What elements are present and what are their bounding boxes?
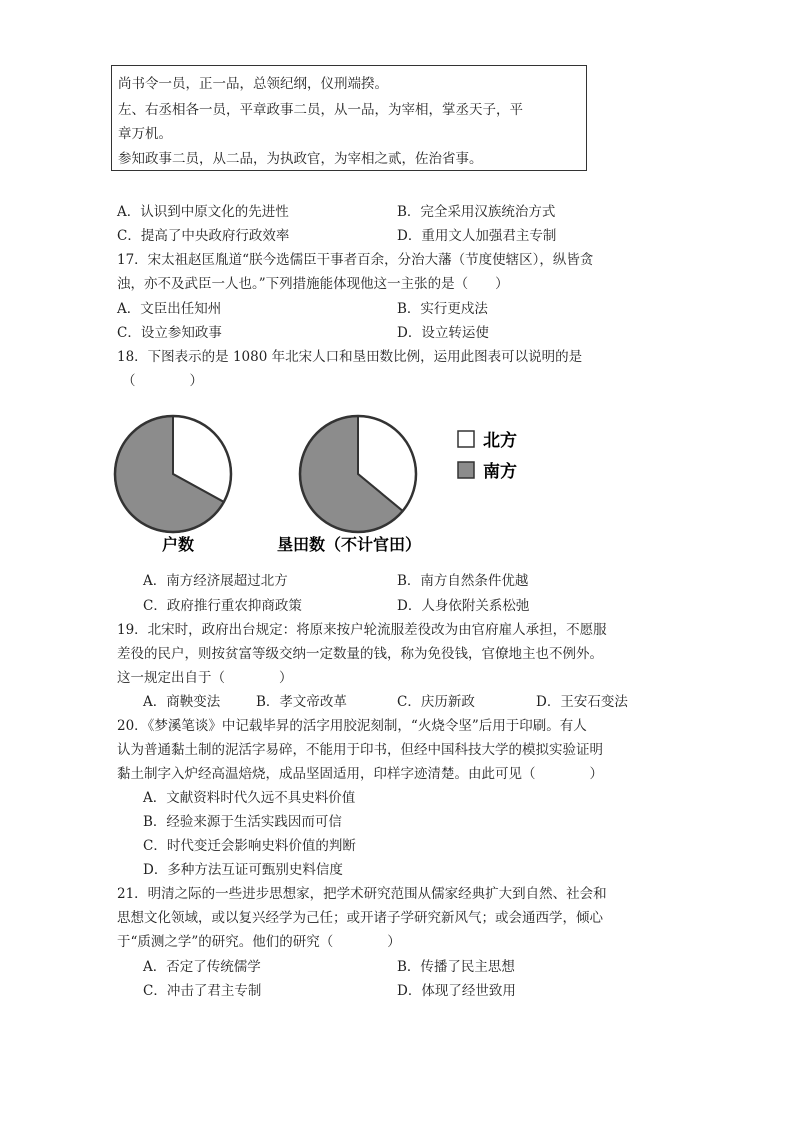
excerpt-line-3: 章万机。 xyxy=(118,126,172,142)
excerpt-line-2: 左、右丞相各一员，平章政事二员，从一品，为宰相，掌丞天子，平 xyxy=(118,102,523,118)
legend-south-label: 南方 xyxy=(483,462,517,482)
q20-option-d[interactable]: D．多种方法互证可甄别史料信度 xyxy=(143,862,343,878)
q20-option-b[interactable]: B．经验来源于生活实践因而可信 xyxy=(143,814,342,830)
q17-stem-line-1: 17．宋太祖赵匡胤道“朕今选儒臣干事者百余，分治大藩（节度使辖区），纵皆贪 xyxy=(117,252,594,268)
q21-option-b[interactable]: B．传播了民主思想 xyxy=(397,959,515,975)
q19-option-c[interactable]: C．庆历新政 xyxy=(397,694,475,710)
q19-stem-line-1: 19．北宋时，政府出台规定：将原来按户轮流服差役改为由官府雇人承担，不愿服 xyxy=(117,622,607,638)
q20-stem-line-3: 黏土制字入炉经高温焙烧，成品坚固适用，印样字迹清楚。由此可见（ ） xyxy=(117,766,603,782)
excerpt-line-1: 尚书令一员，正一品，总领纪纲，仪刑端揆。 xyxy=(118,76,388,92)
q19-stem-line-3: 这一规定出自于（ ） xyxy=(117,670,293,686)
q18-option-c[interactable]: C．政府推行重农抑商政策 xyxy=(143,598,302,614)
excerpt-line-4: 参知政事二员，从二品，为执政官，为宰相之贰，佐治省事。 xyxy=(118,151,483,167)
excerpt-box xyxy=(111,65,587,171)
q19-stem-line-2: 差役的民户，则按贫富等级交纳一定数量的钱，称为免役钱，官僚地主也不例外。 xyxy=(117,646,603,662)
q18-stem-line-1: 18．下图表示的是 1080 年北宋人口和垦田数比例，运用此图表可以说明的是 xyxy=(117,349,583,365)
q17-option-d[interactable]: D．设立转运使 xyxy=(397,325,489,341)
pie-households xyxy=(115,416,231,532)
q17-option-b[interactable]: B．实行更戍法 xyxy=(397,301,488,317)
q17-option-c[interactable]: C．设立参知政事 xyxy=(117,325,222,341)
legend-north-label: 北方 xyxy=(483,431,517,451)
q18-option-d[interactable]: D．人身依附关系松弛 xyxy=(397,598,530,614)
q18-stem-line-2: （ ） xyxy=(122,373,203,389)
pie-households-label: 户数 xyxy=(162,535,195,554)
q20-stem-line-2: 认为普通黏土制的泥活字易碎，不能用于印书，但经中国科技大学的模拟实验证明 xyxy=(117,742,603,758)
q16-option-a[interactable]: A．认识到中原文化的先进性 xyxy=(117,204,289,220)
q16-option-c[interactable]: C．提高了中央政府行政效率 xyxy=(117,228,290,244)
q16-option-d[interactable]: D．重用文人加强君主专制 xyxy=(397,228,557,244)
q19-option-a[interactable]: A．商鞅变法 xyxy=(143,694,221,710)
q21-option-c[interactable]: C．冲击了君主专制 xyxy=(143,983,262,999)
population-farmland-pie-charts xyxy=(110,400,560,560)
q18-option-a[interactable]: A．南方经济展超过北方 xyxy=(143,573,288,589)
pie-farmland xyxy=(300,416,416,532)
q21-stem-line-1: 21．明清之际的一些进步思想家，把学术研究范围从儒家经典扩大到自然、社会和 xyxy=(117,886,607,902)
q21-stem-line-2: 思想文化领域，或以复兴经学为己任；或开诸子学研究新风气；或会通西学，倾心 xyxy=(117,910,603,926)
q19-option-d[interactable]: D．王安石变法 xyxy=(536,694,628,710)
q20-option-a[interactable]: A．文献资料时代久远不具史料价值 xyxy=(143,790,356,806)
q18-option-b[interactable]: B．南方自然条件优越 xyxy=(397,573,529,589)
q20-stem-line-1: 20．《梦溪笔谈》中记载毕昇的活字用胶泥刻制，“火烧令坚”后用于印刷。有人 xyxy=(117,718,587,734)
q19-option-b[interactable]: B．孝文帝改革 xyxy=(256,694,347,710)
q21-stem-line-3: 于“质测之学”的研究。他们的研究（ ） xyxy=(117,934,401,950)
legend-south-swatch xyxy=(458,462,474,478)
pie-farmland-label: 垦田数（不计官田） xyxy=(277,535,422,554)
q21-option-a[interactable]: A．否定了传统儒学 xyxy=(143,959,261,975)
legend-north-swatch xyxy=(458,431,474,447)
q21-option-d[interactable]: D．体现了经世致用 xyxy=(397,983,516,999)
q17-option-a[interactable]: A．文臣出任知州 xyxy=(117,301,222,317)
q20-option-c[interactable]: C．时代变迁会影响史料价值的判断 xyxy=(143,838,356,854)
q17-stem-line-2: 浊，亦不及武臣一人也。”下列措施能体现他这一主张的是（ ） xyxy=(117,276,509,292)
q16-option-b[interactable]: B．完全采用汉族统治方式 xyxy=(397,204,556,220)
